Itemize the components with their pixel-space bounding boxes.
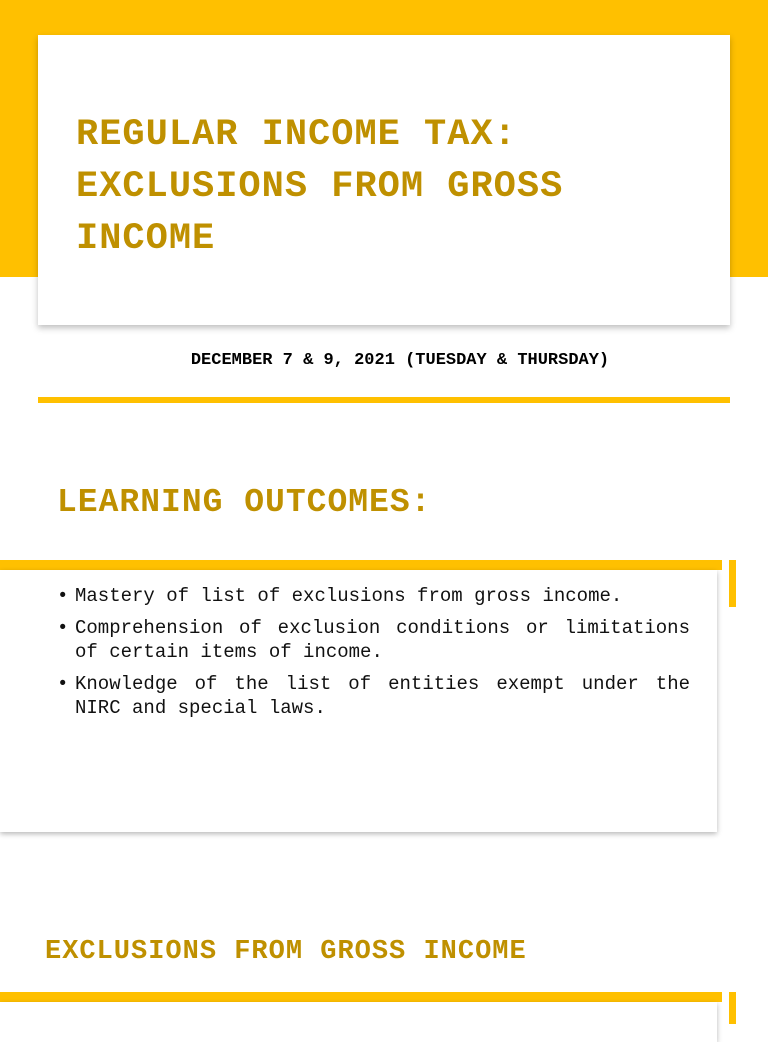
slide-title: REGULAR INCOME TAX: EXCLUSIONS FROM GROSS INCOME	[76, 114, 564, 260]
learning-outcomes-list	[57, 584, 690, 728]
accent-band-right	[729, 992, 736, 1024]
title-card	[38, 35, 730, 325]
exclusions-heading: EXCLUSIONS FROM GROSS INCOME	[45, 937, 527, 967]
bullet: •	[57, 673, 69, 695]
list-item	[57, 672, 690, 720]
list-item-text: Knowledge of the list of entities exempt under the NIRC and special laws.	[75, 673, 690, 719]
accent-band	[0, 560, 722, 570]
bullet: •	[57, 585, 69, 607]
slide-date: DECEMBER 7 & 9, 2021 (TUESDAY & THURSDAY)	[190, 351, 610, 370]
list-item	[57, 584, 690, 608]
list-item	[57, 616, 690, 664]
bullet: •	[57, 617, 69, 639]
accent-band	[0, 992, 722, 1002]
learning-outcomes-heading: LEARNING OUTCOMES:	[57, 484, 432, 521]
accent-band-right	[729, 560, 736, 607]
exclusions-card	[0, 1002, 717, 1042]
list-item-text: Comprehension of exclusion conditions or limitations of certain items of income.	[75, 617, 690, 663]
list-item-text: Mastery of list of exclusions from gross income.	[75, 585, 623, 607]
divider-rule	[38, 397, 730, 403]
